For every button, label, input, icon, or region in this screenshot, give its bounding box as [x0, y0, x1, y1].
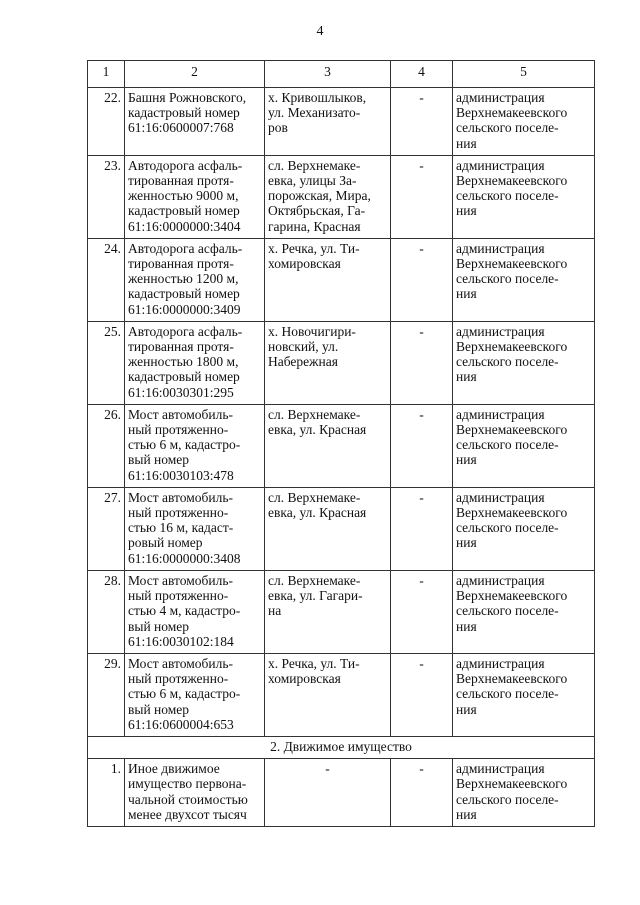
address-cell [265, 653, 391, 736]
rights-holder-cell [453, 321, 595, 404]
rights-holder-line: сельского поселе- [456, 603, 559, 619]
column-4-cell: - [391, 321, 453, 404]
address-line: - [325, 761, 330, 777]
address-line: сл. Верхнемаке- [268, 157, 361, 173]
table-row [88, 321, 595, 404]
table-body [88, 61, 595, 827]
property-name-line: Башня Рожновского, [128, 90, 247, 105]
address-line: гарина, Красная [268, 218, 361, 234]
address-line: евка, ул. Гагари- [268, 588, 363, 604]
section-title: 2. Движимое имущество [88, 736, 595, 758]
column-header-5: 5 [453, 61, 595, 88]
property-name-line: вый номер [128, 452, 190, 468]
property-name-line: стью 16 м, кадаст- [128, 520, 234, 536]
address-line: новский, ул. [268, 339, 339, 355]
property-name-line: 61:16:0030301:295 [128, 384, 234, 400]
column-4-cell: - [391, 88, 453, 156]
property-name-line: Автодорога асфаль- [128, 323, 243, 339]
row-number-cell: 25. [88, 321, 125, 404]
row-number-cell: 29. [88, 653, 125, 736]
column-4-cell: - [391, 653, 453, 736]
address-line: Набережная [268, 354, 338, 370]
row-number-cell: 1. [88, 759, 125, 827]
property-name-line: имущество первона- [128, 776, 247, 792]
property-name-line: тированная протя- [128, 256, 234, 272]
rights-holder-line: Верхнемакеевского [456, 105, 568, 121]
address-line: хомировская [268, 671, 341, 687]
property-name-line: 61:16:0030102:184 [128, 633, 234, 649]
rights-holder-line: администрация [456, 489, 545, 505]
rights-holder-line: ния [456, 369, 477, 385]
rights-holder-line: администрация [456, 761, 545, 777]
rights-holder-line: сельского поселе- [456, 354, 559, 370]
property-name-line: чальной стоимостью [128, 791, 248, 807]
column-number-header-row [88, 61, 595, 88]
address-cell [265, 404, 391, 487]
property-name-line: кадастровый номер [128, 203, 240, 219]
property-name-cell [125, 653, 265, 736]
rights-holder-line: ния [456, 535, 477, 551]
property-name-line: ный протяженно- [128, 671, 229, 687]
property-name-line: 61:16:0000000:3408 [128, 550, 241, 566]
address-line: ров [268, 120, 288, 136]
row-number-cell: 28. [88, 570, 125, 653]
rights-holder-line: Верхнемакеевского [456, 671, 568, 687]
address-cell [265, 155, 391, 238]
rights-holder-line: сельского поселе- [456, 686, 559, 702]
property-name-line: Мост автомобиль- [128, 489, 234, 505]
rights-holder-line: сельского поселе- [456, 520, 559, 536]
property-name-line: кадастровый номер [128, 369, 240, 385]
address-line: на [268, 603, 282, 619]
section-row [88, 736, 595, 758]
column-4-cell: - [391, 404, 453, 487]
rights-holder-line: ния [456, 452, 477, 468]
property-name-line: кадастровый номер [128, 286, 240, 302]
table-row [88, 404, 595, 487]
rights-holder-cell [453, 88, 595, 156]
property-name-line: женностью 9000 м, [128, 188, 239, 204]
property-name-cell [125, 88, 265, 156]
table-row [88, 487, 595, 570]
rights-holder-line: сельского поселе- [456, 791, 559, 807]
column-header-4: 4 [391, 61, 453, 88]
property-name-line: Мост автомобиль- [128, 406, 234, 422]
rights-holder-line: Верхнемакеевского [456, 339, 568, 355]
property-name-cell [125, 238, 265, 321]
page-number: 4 [316, 24, 324, 39]
property-name-line: ровый номер [128, 535, 203, 551]
address-line: порожская, Мира, [268, 188, 371, 204]
column-4-cell: - [391, 759, 453, 827]
rights-holder-line: ния [456, 806, 477, 822]
property-name-line: 61:16:0030103:478 [128, 467, 234, 483]
property-name-line: Мост автомобиль- [128, 572, 234, 588]
address-line: сл. Верхнемаке- [268, 572, 361, 588]
address-cell [265, 88, 391, 156]
rights-holder-cell [453, 155, 595, 238]
rights-holder-line: Верхнемакеевского [456, 588, 568, 604]
property-name-line: Иное движимое [128, 761, 220, 777]
rights-holder-cell [453, 570, 595, 653]
table-row [88, 653, 595, 736]
rights-holder-line: администрация [456, 90, 545, 105]
property-name-line: кадастровый номер [128, 105, 240, 121]
address-line: хомировская [268, 256, 341, 272]
property-name-line: менее двухсот тысяч [128, 806, 247, 822]
property-name-cell [125, 321, 265, 404]
property-name-line: ный протяженно- [128, 505, 229, 521]
rights-holder-line: сельского поселе- [456, 120, 559, 136]
row-number-cell: 27. [88, 487, 125, 570]
row-number-cell: 22. [88, 88, 125, 156]
property-registry-table [87, 60, 595, 827]
column-header-2: 2 [125, 61, 265, 88]
address-line: х. Новочигири- [268, 323, 356, 339]
rights-holder-line: ния [456, 135, 477, 151]
property-name-line: вый номер [128, 701, 190, 717]
rights-holder-line: ния [456, 203, 477, 219]
rights-holder-line: ния [456, 618, 477, 634]
property-name-line: стью 6 м, кадастро- [128, 686, 241, 702]
property-name-cell [125, 155, 265, 238]
rights-holder-line: сельского поселе- [456, 188, 559, 204]
property-name-line: стью 4 м, кадастро- [128, 603, 241, 619]
address-line: сл. Верхнемаке- [268, 406, 361, 422]
property-name-line: Автодорога асфаль- [128, 240, 243, 256]
property-name-line: 61:16:0600004:653 [128, 716, 234, 732]
property-name-cell [125, 570, 265, 653]
address-line: х. Речка, ул. Ти- [268, 655, 360, 671]
address-line: х. Речка, ул. Ти- [268, 240, 360, 256]
column-4-cell: - [391, 155, 453, 238]
address-line: х. Кривошлыков, [268, 90, 367, 105]
column-header-1: 1 [88, 61, 125, 88]
rights-holder-line: администрация [456, 655, 545, 671]
address-line: евка, улицы За- [268, 173, 357, 189]
property-name-line: стью 6 м, кадастро- [128, 437, 241, 453]
address-cell [265, 238, 391, 321]
rights-holder-cell [453, 238, 595, 321]
rights-holder-line: сельского поселе- [456, 271, 559, 287]
table-row [88, 570, 595, 653]
rights-holder-line: администрация [456, 572, 545, 588]
rights-holder-line: администрация [456, 240, 545, 256]
rights-holder-line: ния [456, 286, 477, 302]
address-cell [265, 321, 391, 404]
rights-holder-line: ния [456, 701, 477, 717]
property-name-cell [125, 487, 265, 570]
property-name-line: 61:16:0000000:3404 [128, 218, 241, 234]
rights-holder-line: администрация [456, 157, 545, 173]
rights-holder-line: администрация [456, 406, 545, 422]
property-name-line: женностью 1800 м, [128, 354, 239, 370]
property-name-line: тированная протя- [128, 173, 234, 189]
address-cell [265, 487, 391, 570]
property-name-line: вый номер [128, 618, 190, 634]
rights-holder-cell [453, 487, 595, 570]
table-row [88, 238, 595, 321]
rights-holder-cell [453, 404, 595, 487]
column-4-cell: - [391, 487, 453, 570]
table-row [88, 88, 595, 156]
row-number-cell: 23. [88, 155, 125, 238]
row-number-cell: 26. [88, 404, 125, 487]
column-4-cell: - [391, 238, 453, 321]
address-line: евка, ул. Красная [268, 422, 367, 438]
property-name-line: женностью 1200 м, [128, 271, 239, 287]
rights-holder-line: Верхнемакеевского [456, 256, 568, 272]
column-4-cell: - [391, 570, 453, 653]
property-name-line: Автодорога асфаль- [128, 157, 243, 173]
rights-holder-line: Верхнемакеевского [456, 173, 568, 189]
rights-holder-line: Верхнемакеевского [456, 505, 568, 521]
address-line: Октябрьская, Га- [268, 203, 366, 219]
column-header-3: 3 [265, 61, 391, 88]
address-line: евка, ул. Красная [268, 505, 367, 521]
address-line: сл. Верхнемаке- [268, 489, 361, 505]
address-cell [265, 759, 391, 827]
rights-holder-line: администрация [456, 323, 545, 339]
property-name-line: ный протяженно- [128, 588, 229, 604]
address-line: ул. Механизато- [268, 105, 361, 121]
property-name-line: Мост автомобиль- [128, 655, 234, 671]
property-name-line: тированная протя- [128, 339, 234, 355]
rights-holder-cell [453, 653, 595, 736]
rights-holder-line: Верхнемакеевского [456, 422, 568, 438]
property-name-cell [125, 404, 265, 487]
table-row [88, 155, 595, 238]
address-cell [265, 570, 391, 653]
property-name-cell [125, 759, 265, 827]
property-name-line: 61:16:0600007:768 [128, 120, 234, 136]
rights-holder-cell [453, 759, 595, 827]
property-name-line: 61:16:0000000:3409 [128, 301, 241, 317]
row-number-cell: 24. [88, 238, 125, 321]
table-row [88, 759, 595, 827]
property-name-line: ный протяженно- [128, 422, 229, 438]
rights-holder-line: сельского поселе- [456, 437, 559, 453]
rights-holder-line: Верхнемакеевского [456, 776, 568, 792]
